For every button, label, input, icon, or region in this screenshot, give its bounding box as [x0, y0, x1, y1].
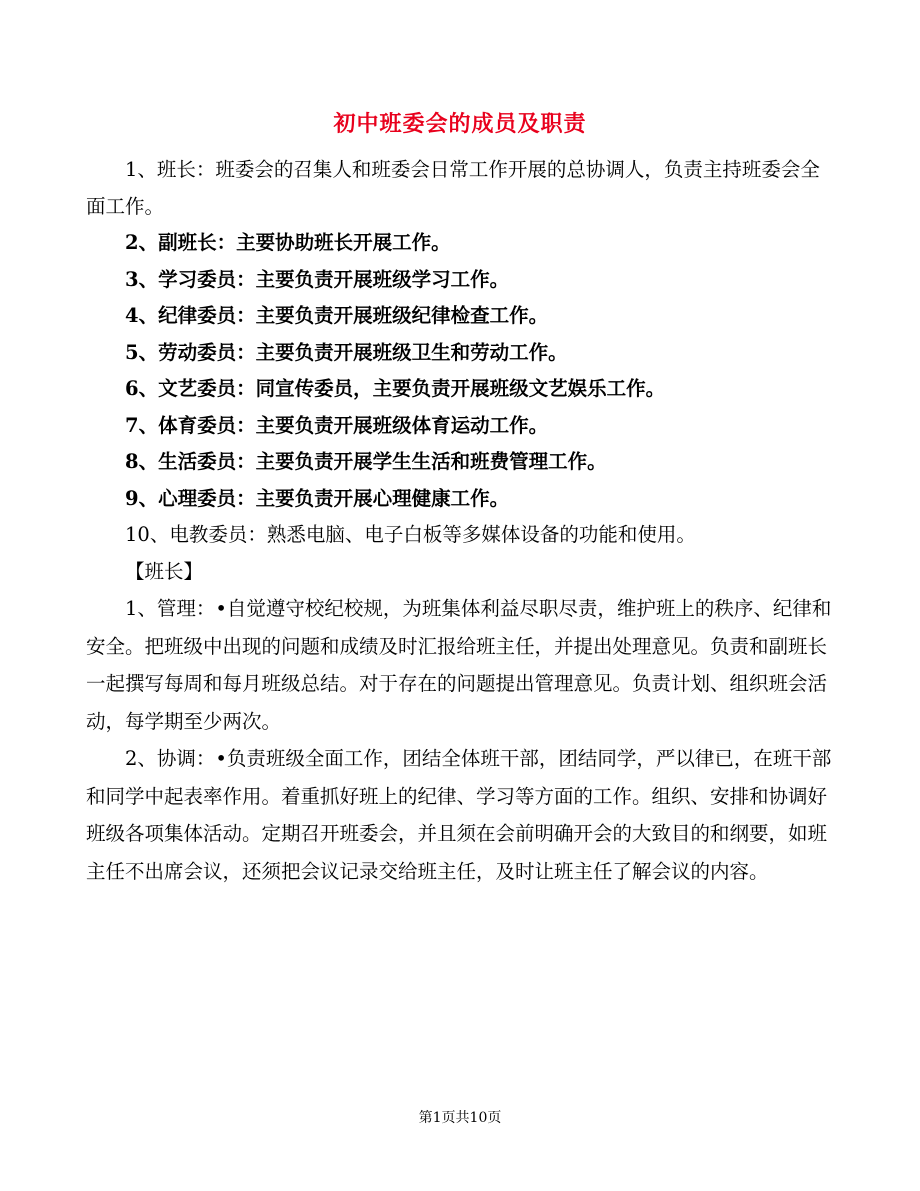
paragraph-vice-monitor: 2、副班长：主要协助班长开展工作。: [125, 231, 451, 254]
paragraph-management: 1、管理：•自觉遵守校纪校规，为班集体利益尽职尽责，维护班上的秩序、纪律和安全。把班级中出现的问题和成绩及时汇报给班主任，并提出处理意见。负责和副班长一起撰写每周和每月班级总结。对于存在的问题提出管理意见。负责计划、组织班会活动，每学期至少两次。: [86, 597, 832, 733]
paragraph-life-committee: 8、生活委员：主要负责开展学生生活和班费管理工作。: [125, 450, 607, 473]
paragraph-arts-committee: 6、文艺委员：同宣传委员，主要负责开展班级文艺娱乐工作。: [125, 377, 666, 400]
paragraph-av-committee: 10、电教委员：熟悉电脑、电子白板等多媒体设备的功能和使用。: [125, 523, 696, 546]
paragraph-labor-committee: 5、劳动委员：主要负责开展班级卫生和劳动工作。: [125, 340, 568, 364]
document-body: [86, 152, 838, 890]
paragraph-class-monitor: 1、班长：班委会的召集人和班委会日常工作开展的总协调人，负责主持班委会全面工作。: [86, 158, 820, 218]
section-heading-monitor: 【班长】: [125, 559, 204, 583]
paragraph-coordination: 2、协调：•负责班级全面工作，团结全体班干部，团结同学，严以律已，在班干部和同学中起表率作用。着重抓好班上的纪律、学习等方面的工作。组织、安排和协调好班级各项集体活动。定期召开班委会，并且须在会前明确开会的大致目的和纲要，如班主任不出席会议，还须把会议记录交给班主任，及时让班主任了解会议的内容。: [86, 747, 832, 883]
paragraph-sports-committee: 7、体育委员：主要负责开展班级体育运动工作。: [125, 413, 549, 437]
page-number-footer: 第1页共10页: [418, 1110, 502, 1126]
paragraph-psychology-committee: 9、心理委员：主要负责开展心理健康工作。: [125, 486, 510, 510]
document-title: 初中班委会的成员及职责: [333, 111, 587, 137]
paragraph-study-committee: 3、学习委员：主要负责开展班级学习工作。: [125, 267, 510, 291]
paragraph-discipline-committee: 4、纪律委员：主要负责开展班级纪律检查工作。: [125, 304, 549, 327]
